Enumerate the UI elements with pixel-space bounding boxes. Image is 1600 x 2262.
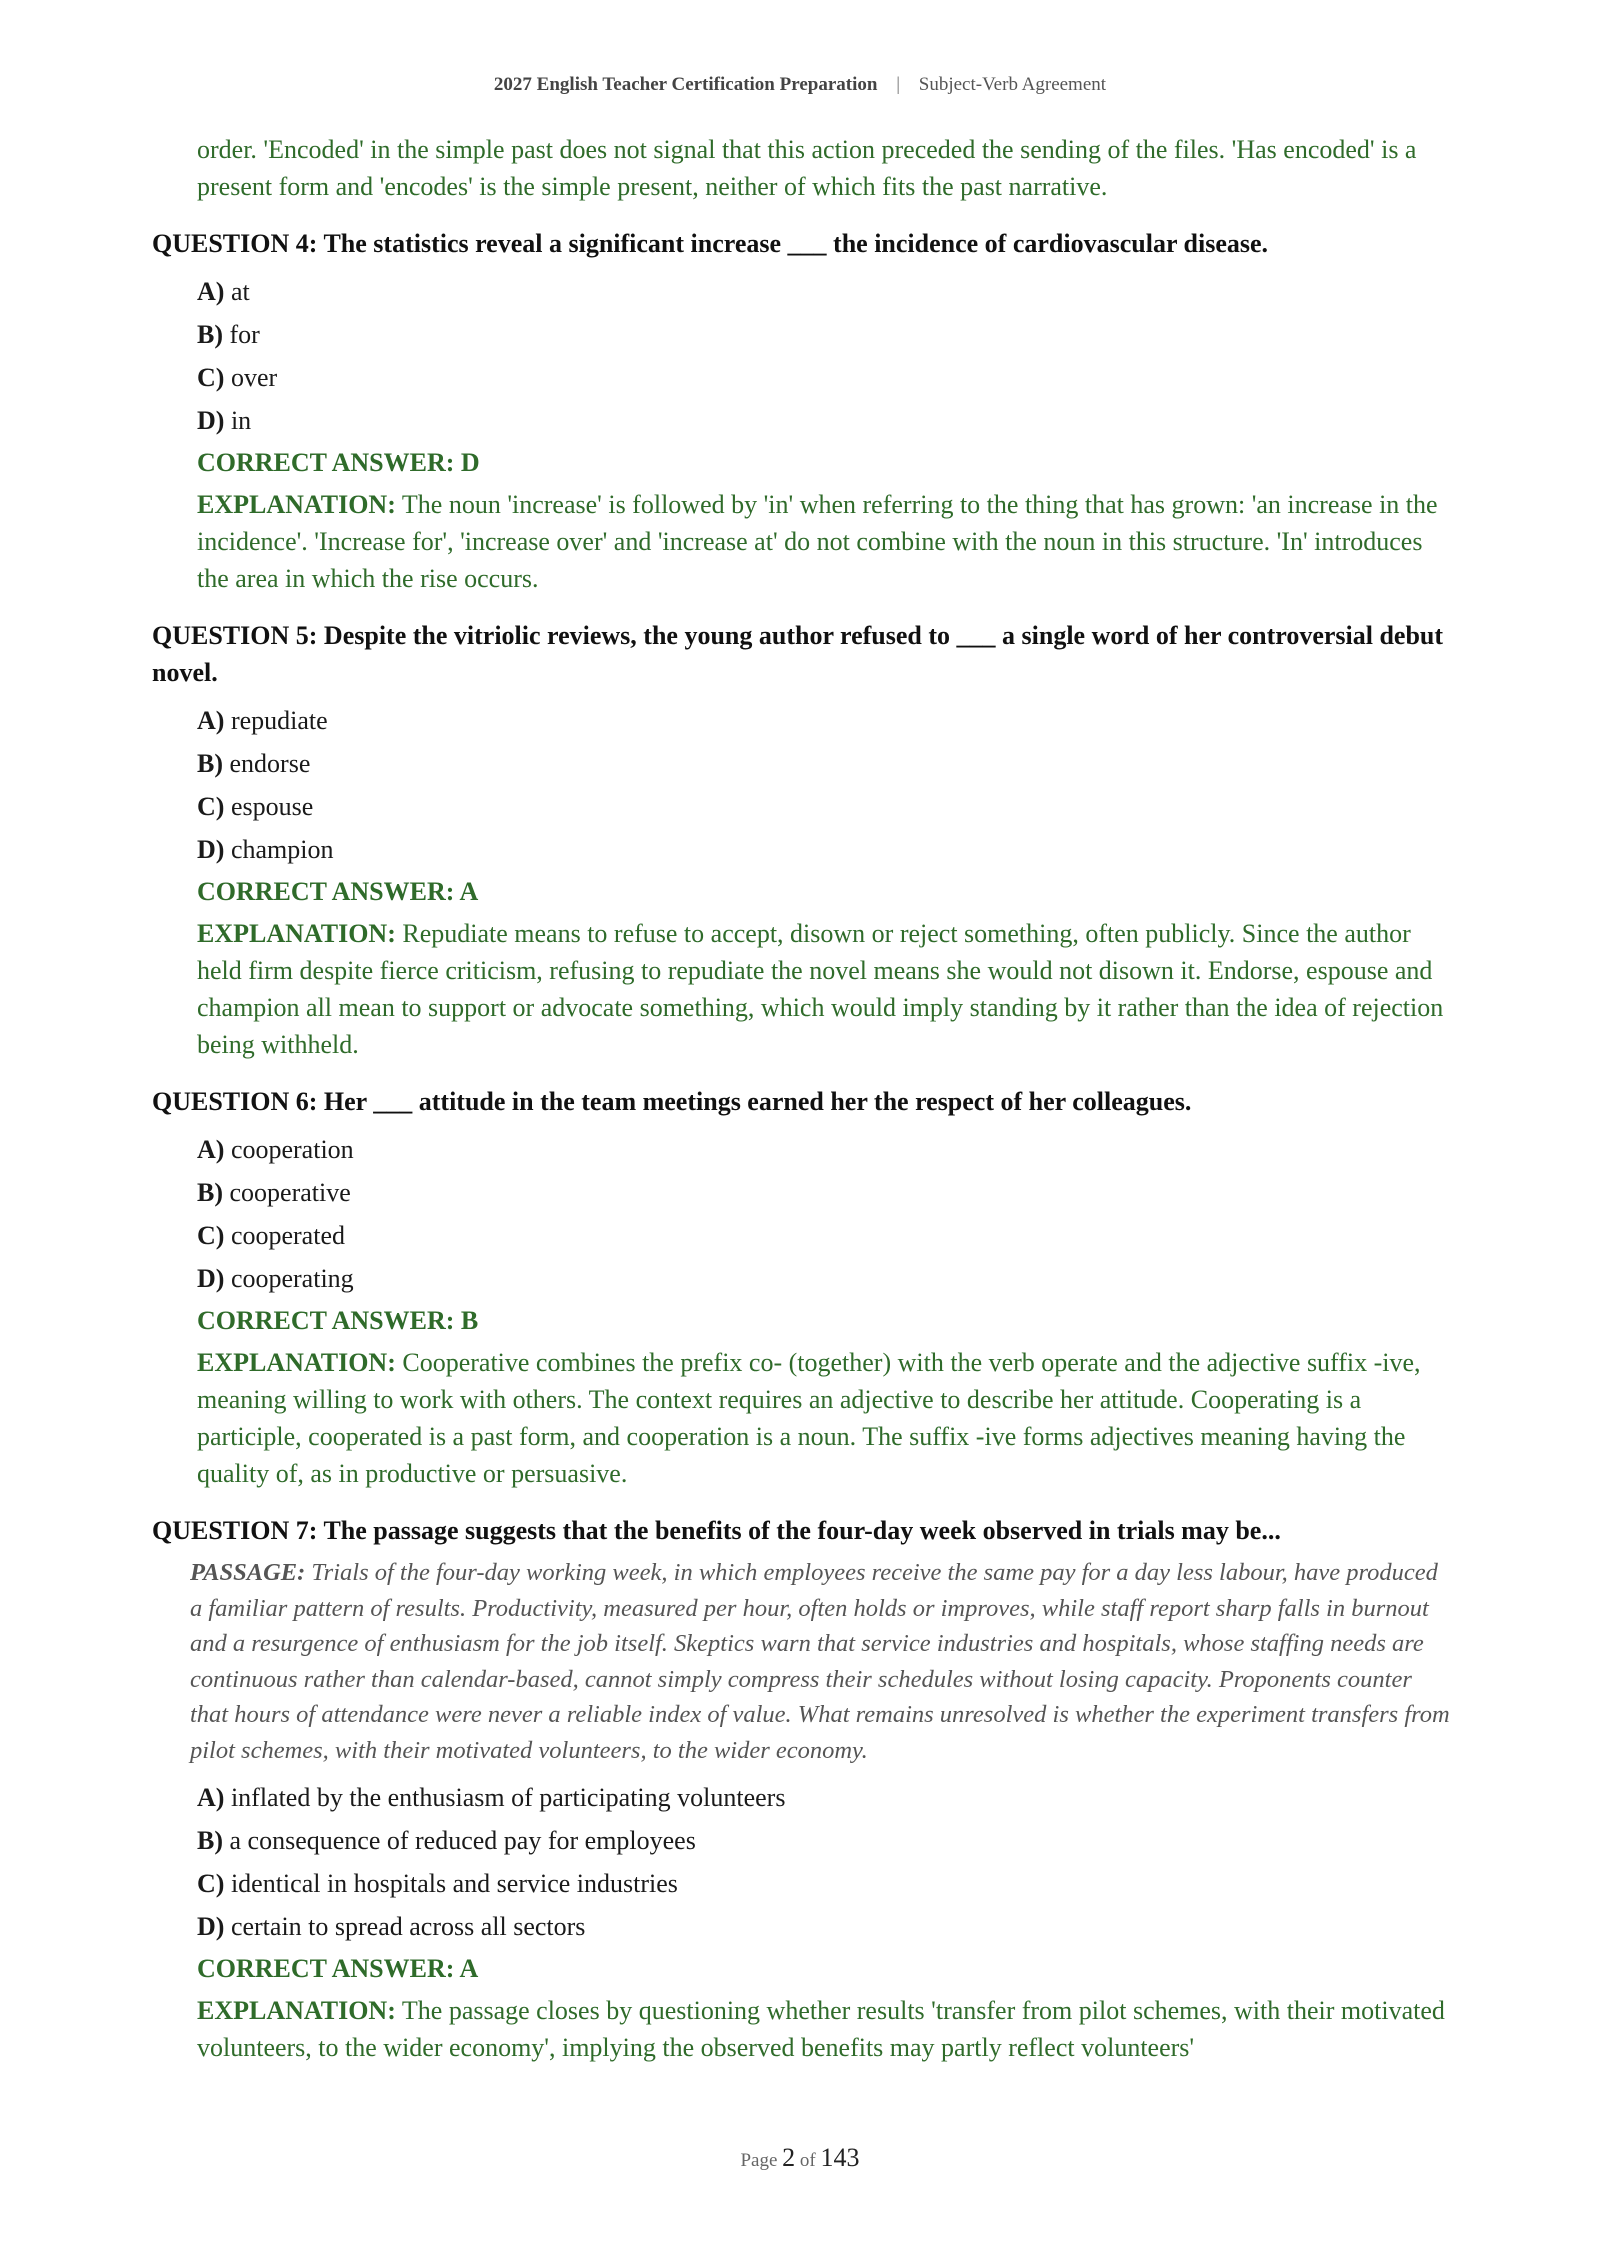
correct-answer: CORRECT ANSWER: D bbox=[197, 448, 480, 477]
header-subtitle: Subject-Verb Agreement bbox=[918, 74, 1107, 95]
option-letter: A) bbox=[197, 1783, 225, 1812]
correct-answer: CORRECT ANSWER: A bbox=[197, 877, 479, 906]
explanation-text: The noun 'increase' is followed by 'in' when referring to the thing that has grown: 'an increase in the incidence'. 'Increase for', 'increase over' and 'increase at' do not combine with the noun in this structure. 'In' introduces the area in which the rise occurs. bbox=[197, 490, 1438, 593]
option-list bbox=[197, 699, 1452, 871]
option-d bbox=[197, 1257, 1452, 1300]
option-letter: B) bbox=[197, 1178, 223, 1207]
explanation bbox=[197, 1344, 1452, 1492]
option-c bbox=[197, 785, 1452, 828]
question-6 bbox=[152, 1083, 1452, 1492]
option-b bbox=[197, 742, 1452, 785]
option-letter: A) bbox=[197, 1135, 225, 1164]
option-list bbox=[197, 1128, 1452, 1300]
option-text: cooperated bbox=[230, 1221, 345, 1250]
option-letter: A) bbox=[197, 277, 225, 306]
option-letter: C) bbox=[197, 1221, 225, 1250]
option-letter: D) bbox=[197, 406, 225, 435]
explanation-text: Repudiate means to refuse to accept, disown or reject something, often publicly. Since the author held firm despite fierce criticism, refusing to repudiate the novel means she would not disown it. Endorse, espouse and champion all mean to support or advocate something, which would imply standing by it rather than the idea of rejection being withheld. bbox=[197, 919, 1444, 1059]
option-text: cooperating bbox=[230, 1264, 354, 1293]
option-letter: D) bbox=[197, 1912, 225, 1941]
option-text: espouse bbox=[230, 792, 314, 821]
correct-answer: CORRECT ANSWER: A bbox=[197, 1954, 479, 1983]
page-footer bbox=[0, 2143, 1600, 2173]
question-stem: QUESTION 6: Her ___ attitude in the team meetings earned her the respect of her colleagues. bbox=[152, 1087, 1192, 1116]
page-word: Page bbox=[740, 2150, 778, 2171]
option-text: in bbox=[230, 406, 252, 435]
option-text: a consequence of reduced pay for employees bbox=[229, 1826, 696, 1855]
question-4 bbox=[152, 225, 1452, 597]
header-title: 2027 English Teacher Certification Preparation bbox=[493, 74, 878, 95]
explanation-label: EXPLANATION: bbox=[197, 490, 396, 519]
passage-label: PASSAGE: bbox=[190, 1559, 306, 1586]
option-d bbox=[197, 1905, 1452, 1948]
explanation-label: EXPLANATION: bbox=[197, 1996, 396, 2025]
option-text: champion bbox=[230, 835, 334, 864]
option-list bbox=[197, 270, 1452, 442]
carryover-explanation: order. 'Encoded' in the simple past does not signal that this action preceded the sending of the files. 'Has encoded' is a present form and 'encodes' is the simple present, neither of which fits the past narrative. bbox=[197, 135, 1417, 201]
question-stem: QUESTION 7: The passage suggests that the benefits of the four-day week observed in trials may be... bbox=[152, 1516, 1281, 1545]
total-page-count: 143 bbox=[820, 2143, 860, 2172]
explanation-text: The passage closes by questioning whether results 'transfer from pilot schemes, with their motivated volunteers, to the wider economy', implying the observed benefits may partly reflect volunteers' bbox=[197, 1996, 1445, 2062]
header-separator: | bbox=[896, 74, 900, 95]
correct-answer: CORRECT ANSWER: B bbox=[197, 1306, 479, 1335]
option-b bbox=[197, 313, 1452, 356]
option-text: cooperation bbox=[230, 1135, 354, 1164]
option-d bbox=[197, 828, 1452, 871]
option-letter: C) bbox=[197, 1869, 225, 1898]
explanation-text: Cooperative combines the prefix co- (together) with the verb operate and the adjective suffix -ive, meaning willing to work with others. The context requires an adjective to describe her attitude. Cooperating is a participle, cooperated is a past form, and cooperation is a noun. The suffix -ive forms adjectives meaning having the quality of, as in productive or persuasive. bbox=[197, 1348, 1421, 1488]
option-a bbox=[197, 270, 1452, 313]
explanation bbox=[197, 1992, 1452, 2066]
explanation bbox=[197, 915, 1452, 1063]
option-text: cooperative bbox=[229, 1178, 351, 1207]
option-a bbox=[197, 1776, 1452, 1819]
option-letter: D) bbox=[197, 835, 225, 864]
explanation-label: EXPLANATION: bbox=[197, 1348, 396, 1377]
option-text: endorse bbox=[229, 749, 311, 778]
question-7 bbox=[152, 1512, 1452, 2066]
option-letter: A) bbox=[197, 706, 225, 735]
explanation-label: EXPLANATION: bbox=[197, 919, 396, 948]
option-text: certain to spread across all sectors bbox=[230, 1912, 586, 1941]
option-a bbox=[197, 699, 1452, 742]
page-content bbox=[152, 131, 1452, 2066]
running-header bbox=[0, 74, 1600, 96]
of-word: of bbox=[799, 2150, 816, 2171]
option-letter: B) bbox=[197, 749, 223, 778]
option-d bbox=[197, 399, 1452, 442]
option-list bbox=[197, 1776, 1452, 1948]
question-stem: QUESTION 5: Despite the vitriolic reviews, the young author refused to ___ a single word of her controversial debut novel. bbox=[152, 621, 1444, 687]
option-c bbox=[197, 1214, 1452, 1257]
option-letter: C) bbox=[197, 363, 225, 392]
explanation bbox=[197, 486, 1452, 597]
option-letter: B) bbox=[197, 1826, 223, 1855]
option-c bbox=[197, 356, 1452, 399]
option-text: repudiate bbox=[230, 706, 328, 735]
option-letter: C) bbox=[197, 792, 225, 821]
reading-passage bbox=[190, 1555, 1452, 1768]
option-text: for bbox=[229, 320, 260, 349]
option-a bbox=[197, 1128, 1452, 1171]
option-text: identical in hospitals and service industries bbox=[230, 1869, 678, 1898]
option-letter: B) bbox=[197, 320, 223, 349]
option-text: at bbox=[230, 277, 250, 306]
current-page-number: 2 bbox=[782, 2143, 796, 2172]
option-b bbox=[197, 1819, 1452, 1862]
option-text: over bbox=[230, 363, 278, 392]
option-text: inflated by the enthusiasm of participating volunteers bbox=[230, 1783, 786, 1812]
question-5 bbox=[152, 617, 1452, 1063]
question-stem: QUESTION 4: The statistics reveal a significant increase ___ the incidence of cardiovascular disease. bbox=[152, 229, 1269, 258]
option-b bbox=[197, 1171, 1452, 1214]
option-c bbox=[197, 1862, 1452, 1905]
passage-text: Trials of the four-day working week, in which employees receive the same pay for a day less labour, have produced a familiar pattern of results. Productivity, measured per hour, often holds or improves, while staff report sharp falls in burnout and a resurgence of enthusiasm for the job itself. Skeptics warn that service industries and hospitals, whose staffing needs are continuous rather than calendar-based, cannot simply compress their schedules without losing capacity. Proponents counter that hours of attendance were never a reliable index of value. What remains unresolved is whether the experiment transfers from pilot schemes, with their motivated volunteers, to the wider economy. bbox=[190, 1559, 1450, 1764]
option-letter: D) bbox=[197, 1264, 225, 1293]
